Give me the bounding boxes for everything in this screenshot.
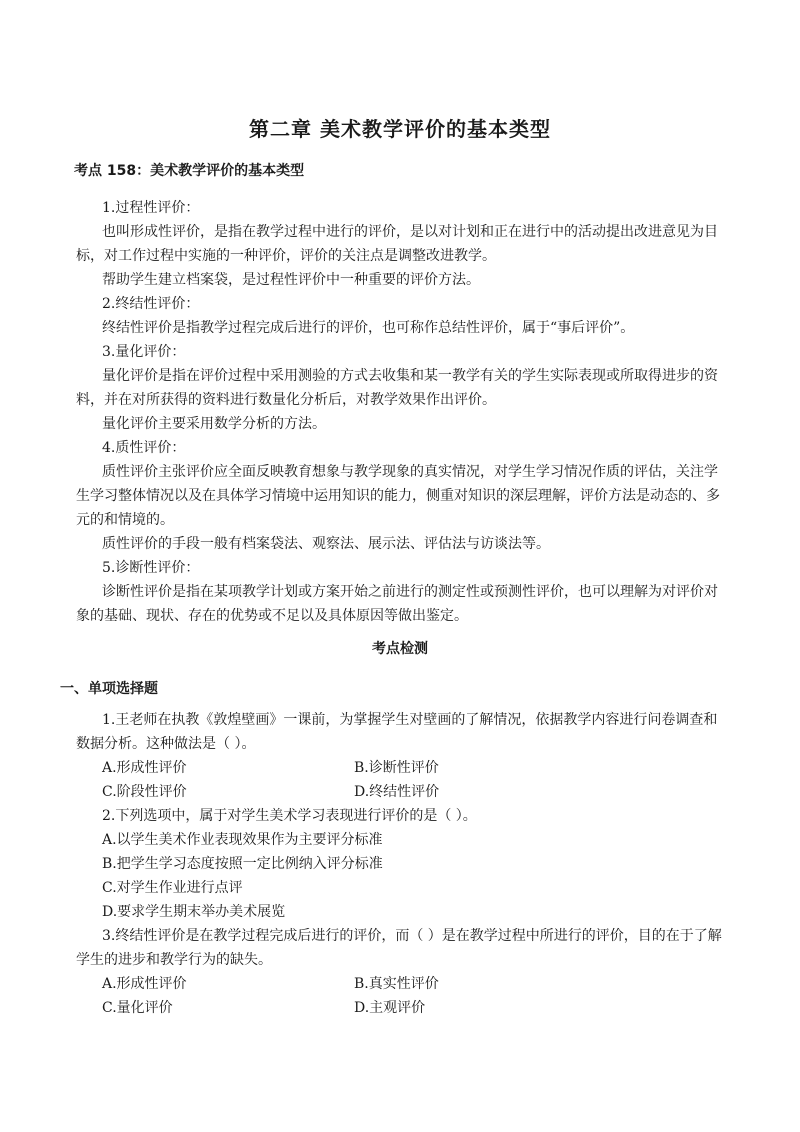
option-grid: [76, 972, 726, 1020]
paragraph: 终结性评价是指教学过程完成后进行的评价，也可称作总结性评价，属于“事后评价”。: [102, 320, 635, 336]
question-stem: 1.王老师在执教《敦煌壁画》一课前，为掌握学生对壁画的了解情况，依据教学内容进行问卷调查和数据分析。这种做法是（ ）。: [76, 712, 718, 752]
paragraph: 诊断性评价是指在某项教学计划或方案开始之前进行的测定性或预测性评价，也可以理解为对评价对象的基础、现状、存在的优势或不足以及具体原因等做出鉴定。: [76, 584, 718, 624]
item-heading: 1.过程性评价：: [102, 200, 200, 216]
option: D.要求学生期末举办美术展览: [102, 904, 286, 920]
item-heading: 3.量化评价：: [102, 344, 186, 360]
option: B.诊断性评价: [354, 760, 439, 776]
option: A.形成性评价: [102, 976, 187, 992]
content-body: [76, 196, 726, 628]
question-list: [76, 708, 726, 1020]
option: C.量化评价: [102, 1000, 173, 1016]
topic-heading: 考点 158：美术教学评价的基本类型: [74, 163, 305, 179]
question-stem: 2.下列选项中，属于对学生美术学习表现进行评价的是（ ）。: [102, 808, 477, 824]
option: D.终结性评价: [354, 784, 440, 800]
question-stem: 3.终结性评价是在教学过程完成后进行的评价，而（ ）是在教学过程中所进行的评价，目的在于了解学生的进步和教学行为的缺失。: [76, 928, 722, 968]
item-heading: 2.终结性评价：: [102, 296, 200, 312]
paragraph: 也叫形成性评价，是指在教学过程中进行的评价，是以对计划和正在进行中的活动提出改进意见为目标，对工作过程中实施的一种评价，评价的关注点是调整改进教学。: [76, 224, 718, 264]
paragraph: 帮助学生建立档案袋，是过程性评价中一种重要的评价方法。: [102, 272, 480, 288]
option: C.对学生作业进行点评: [102, 880, 243, 896]
option: B.真实性评价: [354, 976, 439, 992]
paragraph: 量化评价是指在评价过程中采用测验的方式去收集和某一教学有关的学生实际表现或所取得进步的资料，并在对所获得的资料进行数量化分析后，对教学效果作出评价。: [76, 368, 718, 408]
option: A.形成性评价: [102, 760, 187, 776]
option: C.阶段性评价: [102, 784, 187, 800]
paragraph: 质性评价的手段一般有档案袋法、观察法、展示法、评估法与访谈法等。: [102, 536, 550, 552]
option-grid: [76, 756, 726, 804]
option: A.以学生美术作业表现效果作为主要评分标准: [102, 832, 383, 848]
test-heading: 考点检测: [372, 641, 428, 657]
paragraph: 量化评价主要采用数学分析的方法。: [102, 416, 326, 432]
section-heading: 一、单项选择题: [60, 681, 158, 697]
option: B.把学生学习态度按照一定比例纳入评分标准: [102, 856, 383, 872]
item-heading: 4.质性评价：: [102, 440, 186, 456]
option: D.主观评价: [354, 1000, 426, 1016]
paragraph: 质性评价主张评价应全面反映教育想象与教学现象的真实情况，对学生学习情况作质的评估，关注学生学习整体情况以及在具体学习情境中运用知识的能力，侧重对知识的深层理解，评价方法是动态的、多元的和情境的。: [76, 464, 720, 528]
item-heading: 5.诊断性评价：: [102, 560, 200, 576]
chapter-title: 第二章 美术教学评价的基本类型: [249, 117, 551, 141]
